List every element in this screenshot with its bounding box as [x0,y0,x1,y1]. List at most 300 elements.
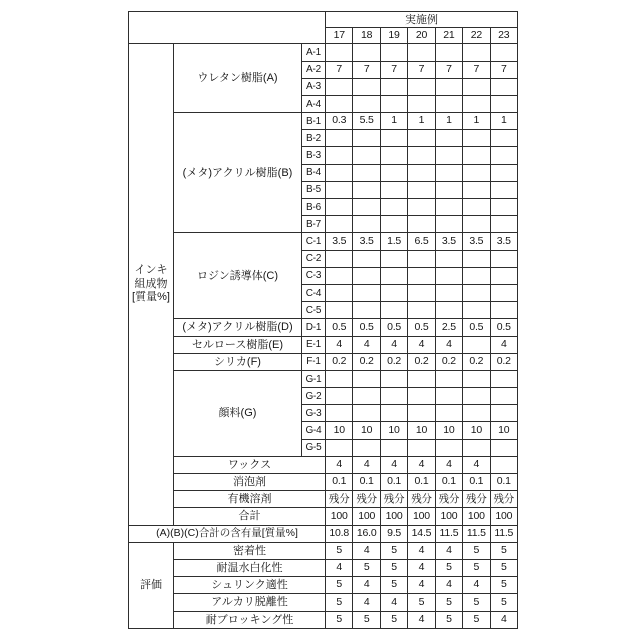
cell: 0.1 [380,474,407,491]
component-code: F-1 [302,353,326,370]
cell [380,405,407,422]
cell [326,216,353,233]
cell [490,216,517,233]
cell: 残分 [326,491,353,508]
cell: 5 [463,542,490,559]
cell [490,405,517,422]
cell: 4 [353,577,380,594]
cell [380,216,407,233]
cell: 10 [408,422,435,439]
cell [353,405,380,422]
cell [353,78,380,95]
cell: 11.5 [490,525,517,542]
eval-row-label-shrink: シュリンク適性 [174,577,326,594]
eval-row-label-whitening: 耐温水白化性 [174,559,326,576]
cell [326,370,353,387]
group-label-silica: シリカ(F) [174,353,302,370]
cell [435,44,462,61]
cell: 5 [463,594,490,611]
component-code: G-4 [302,422,326,439]
cell [435,250,462,267]
cell: 5 [490,542,517,559]
cell [435,284,462,301]
cell: 100 [408,508,435,525]
table-row [129,353,518,370]
cell: 5 [326,577,353,594]
cell: 3.5 [353,233,380,250]
example-col-header: 21 [435,28,462,44]
component-code: D-1 [302,319,326,336]
cell: 6.5 [408,233,435,250]
cell [490,267,517,284]
cell: 0.1 [408,474,435,491]
cell: 5 [435,559,462,576]
cell: 4 [408,611,435,628]
cell [490,456,517,473]
row-label-antifoam: 消泡剤 [174,474,326,491]
cell [463,95,490,112]
cell [463,181,490,198]
cell [380,164,407,181]
cell: 3.5 [490,233,517,250]
cell [463,267,490,284]
cell [435,147,462,164]
cell [408,164,435,181]
group-label-acrylic-b: (メタ)アクリル樹脂(B) [174,113,302,233]
cell: 5 [408,594,435,611]
cell: 100 [326,508,353,525]
cell: 10.8 [326,525,353,542]
cell [490,284,517,301]
cell [380,439,407,456]
table-row [129,525,518,542]
cell: 5 [463,559,490,576]
cell: 0.2 [408,353,435,370]
cell: 10 [326,422,353,439]
component-code: G-5 [302,439,326,456]
examples-group-header: 実施例 [326,12,518,28]
table-row [129,456,518,473]
cell [463,405,490,422]
cell [408,250,435,267]
corner-cell [129,12,326,44]
row-label-total: 合計 [174,508,326,525]
composition-table [128,11,518,629]
cell [353,95,380,112]
cell: 7 [463,61,490,78]
cell: 5 [490,559,517,576]
cell: 0.2 [490,353,517,370]
cell: 4 [490,336,517,353]
cell: 0.2 [353,353,380,370]
composition-label-line: [質量%] [132,291,170,304]
cell [380,370,407,387]
cell [435,78,462,95]
cell [380,95,407,112]
cell: 16.0 [353,525,380,542]
cell: 9.5 [380,525,407,542]
cell [380,267,407,284]
cell [380,130,407,147]
cell [463,302,490,319]
cell: 11.5 [463,525,490,542]
cell: 7 [490,61,517,78]
cell: 0.2 [435,353,462,370]
cell [380,147,407,164]
cell: 100 [463,508,490,525]
component-code: C-2 [302,250,326,267]
cell [490,302,517,319]
cell: 5 [326,542,353,559]
cell [380,181,407,198]
cell: 5 [380,577,407,594]
table-row [129,336,518,353]
cell: 10 [463,422,490,439]
cell [326,302,353,319]
component-code: B-6 [302,199,326,216]
cell [353,181,380,198]
table-row [129,542,518,559]
cell [490,199,517,216]
cell [435,388,462,405]
cell: 4 [408,336,435,353]
cell [463,78,490,95]
table-row [129,113,518,130]
group-label-cellulose: セルロース樹脂(E) [174,336,302,353]
cell: 4 [326,456,353,473]
cell: 5 [380,611,407,628]
cell [408,199,435,216]
cell [435,95,462,112]
cell [326,250,353,267]
component-code: A-4 [302,95,326,112]
component-code: G-1 [302,370,326,387]
cell: 0.3 [326,113,353,130]
example-col-header: 19 [380,28,407,44]
cell: 0.1 [490,474,517,491]
cell: 10 [490,422,517,439]
cell: 4 [353,594,380,611]
cell: 4 [408,456,435,473]
cell: 0.5 [490,319,517,336]
cell: 4 [435,542,462,559]
cell [463,370,490,387]
example-col-header: 18 [353,28,380,44]
cell: 4 [463,456,490,473]
cell: 4 [380,336,407,353]
cell: 4 [435,456,462,473]
cell [326,44,353,61]
table-row [129,508,518,525]
cell: 5 [326,611,353,628]
cell [435,199,462,216]
component-code: E-1 [302,336,326,353]
cell: 0.2 [463,353,490,370]
cell: 7 [435,61,462,78]
cell [353,199,380,216]
cell: 1.5 [380,233,407,250]
cell [490,181,517,198]
table-row [129,319,518,336]
cell: 100 [435,508,462,525]
cell: 残分 [380,491,407,508]
cell: 14.5 [408,525,435,542]
component-code: A-3 [302,78,326,95]
cell: 5 [435,611,462,628]
cell [408,284,435,301]
table-row [129,233,518,250]
cell [380,78,407,95]
cell: 5 [380,559,407,576]
cell [435,181,462,198]
table-row [129,559,518,576]
cell [408,44,435,61]
example-col-header: 22 [463,28,490,44]
cell [353,302,380,319]
eval-row-label-adhesion: 密着性 [174,542,326,559]
cell [490,164,517,181]
cell: 4 [326,559,353,576]
cell: 4 [353,456,380,473]
cell: 4 [408,559,435,576]
cell [435,267,462,284]
cell [490,44,517,61]
cell [380,250,407,267]
table-row [129,474,518,491]
cell: 7 [408,61,435,78]
cell: 5 [380,542,407,559]
group-label-pigment: 顔料(G) [174,370,302,456]
cell: 11.5 [435,525,462,542]
cell: 10 [353,422,380,439]
table-row [129,594,518,611]
cell [353,44,380,61]
example-col-header: 20 [408,28,435,44]
table-row [129,611,518,628]
cell: 5 [435,594,462,611]
cell: 0.1 [435,474,462,491]
summary-row-label: (A)(B)(C)合計の含有量[質量%] [129,525,326,542]
cell: 3.5 [463,233,490,250]
cell [326,388,353,405]
component-code: C-1 [302,233,326,250]
cell [408,216,435,233]
cell: 5.5 [353,113,380,130]
cell [490,147,517,164]
cell [326,267,353,284]
cell: 5 [326,594,353,611]
row-label-solvent: 有機溶剤 [174,491,326,508]
cell [353,130,380,147]
cell: 0.5 [353,319,380,336]
table-row [129,491,518,508]
cell: 4 [353,542,380,559]
cell [326,181,353,198]
cell: 0.2 [326,353,353,370]
table-row [129,12,518,28]
evaluation-section-label: 評価 [129,542,174,628]
cell [435,216,462,233]
cell: 5 [490,577,517,594]
cell: 7 [353,61,380,78]
cell [408,439,435,456]
cell [463,439,490,456]
cell: 4 [380,456,407,473]
cell [326,199,353,216]
cell [353,370,380,387]
cell: 残分 [463,491,490,508]
cell: 0.5 [326,319,353,336]
patent-table-sheet [128,11,518,629]
cell: 0.1 [353,474,380,491]
cell [435,130,462,147]
cell: 残分 [435,491,462,508]
cell [490,250,517,267]
cell [326,147,353,164]
table-row [129,370,518,387]
group-label-acrylic-d: (メタ)アクリル樹脂(D) [174,319,302,336]
cell [408,302,435,319]
cell [408,181,435,198]
cell [463,336,490,353]
cell [463,388,490,405]
cell [380,284,407,301]
group-label-urethane: ウレタン樹脂(A) [174,44,302,113]
component-code: G-3 [302,405,326,422]
cell [490,388,517,405]
cell [326,78,353,95]
eval-row-label-alkali: アルカリ脱離性 [174,594,326,611]
cell: 3.5 [326,233,353,250]
cell [326,284,353,301]
cell: 3.5 [435,233,462,250]
component-code: C-5 [302,302,326,319]
cell [435,405,462,422]
cell [380,302,407,319]
component-code: B-2 [302,130,326,147]
cell [326,405,353,422]
composition-section-label [129,44,174,525]
cell: 4 [353,336,380,353]
cell [490,439,517,456]
cell [408,130,435,147]
cell [463,44,490,61]
cell [353,164,380,181]
cell: 2.5 [435,319,462,336]
cell [380,388,407,405]
cell: 4 [408,577,435,594]
cell [490,95,517,112]
component-code: A-2 [302,61,326,78]
cell: 1 [463,113,490,130]
cell [463,284,490,301]
example-col-header: 17 [326,28,353,44]
cell: 100 [490,508,517,525]
cell [408,95,435,112]
cell: 残分 [353,491,380,508]
cell: 5 [353,611,380,628]
cell [490,130,517,147]
cell [353,216,380,233]
cell [380,199,407,216]
cell [490,78,517,95]
cell [408,267,435,284]
cell: 5 [353,559,380,576]
cell [463,130,490,147]
cell [353,284,380,301]
cell: 4 [490,611,517,628]
cell [353,147,380,164]
cell: 0.5 [463,319,490,336]
cell: 100 [353,508,380,525]
eval-row-label-blocking: 耐ブロッキング性 [174,611,326,628]
cell: 10 [435,422,462,439]
cell: 0.1 [326,474,353,491]
cell: 0.5 [380,319,407,336]
cell [326,164,353,181]
cell [408,370,435,387]
cell: 4 [435,336,462,353]
component-code: B-1 [302,113,326,130]
cell [435,370,462,387]
cell: 5 [490,594,517,611]
cell [408,388,435,405]
group-label-rosin: ロジン誘導体(C) [174,233,302,319]
cell [353,250,380,267]
cell: 4 [380,594,407,611]
cell: 4 [435,577,462,594]
cell: 0.1 [463,474,490,491]
cell [463,250,490,267]
cell: 10 [380,422,407,439]
component-code: B-7 [302,216,326,233]
component-code: A-1 [302,44,326,61]
table-row [129,577,518,594]
cell [408,78,435,95]
cell: 4 [463,577,490,594]
cell [435,302,462,319]
cell [435,164,462,181]
component-code: B-4 [302,164,326,181]
cell: 1 [408,113,435,130]
cell [408,147,435,164]
component-code: B-5 [302,181,326,198]
cell [380,44,407,61]
cell: 残分 [408,491,435,508]
composition-label-line: 組成物 [134,277,168,290]
cell: 7 [326,61,353,78]
cell: 0.5 [408,319,435,336]
cell [463,216,490,233]
cell [326,439,353,456]
cell [326,95,353,112]
cell: 7 [380,61,407,78]
cell [353,439,380,456]
cell: 1 [490,113,517,130]
cell: 1 [435,113,462,130]
example-col-header: 23 [490,28,517,44]
cell: 5 [463,611,490,628]
cell [463,164,490,181]
cell [353,388,380,405]
component-code: G-2 [302,388,326,405]
cell: 1 [380,113,407,130]
component-code: C-4 [302,284,326,301]
cell: 4 [326,336,353,353]
cell [463,147,490,164]
cell [463,199,490,216]
cell: 4 [408,542,435,559]
